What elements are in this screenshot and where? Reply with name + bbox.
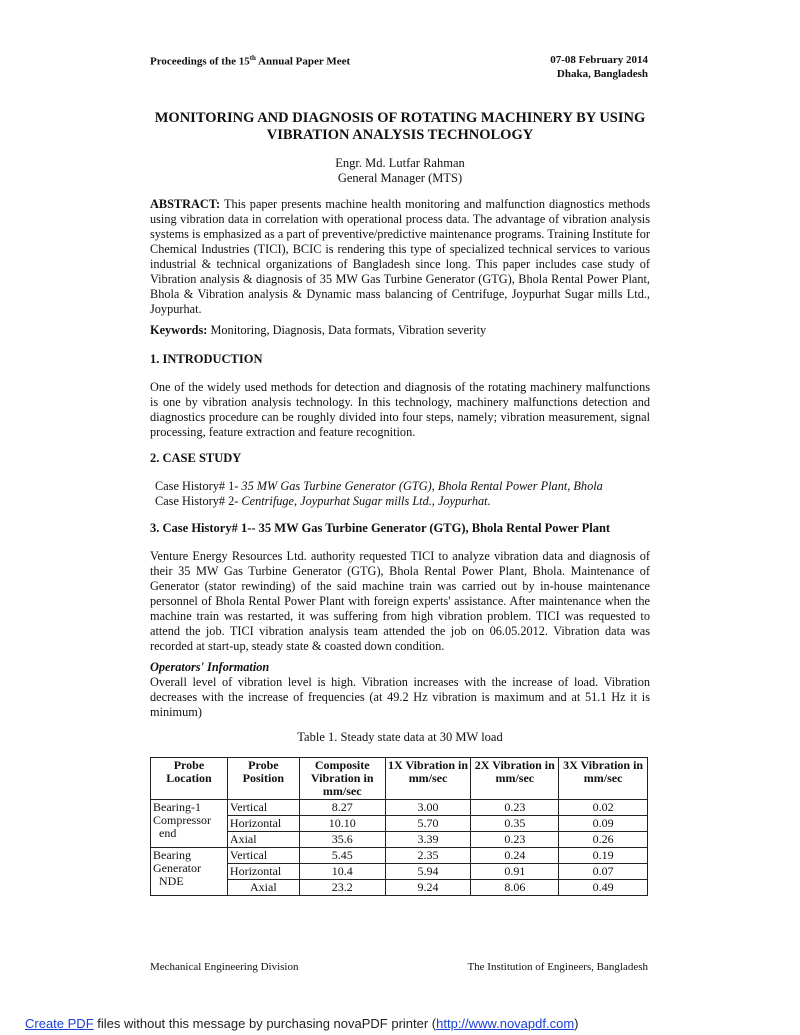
- table-row: [151, 848, 648, 864]
- section-1-heading: 1. INTRODUCTION: [150, 352, 263, 366]
- footer-left: Mechanical Engineering Division: [150, 961, 299, 973]
- table-cell: Vertical: [227, 800, 299, 816]
- header-3x: 3X Vibration in mm/sec: [559, 758, 648, 800]
- table-cell: 8.06: [471, 880, 559, 896]
- table-cell: 5.45: [299, 848, 385, 864]
- table-cell: Horizontal: [227, 816, 299, 832]
- case-history-1: [155, 479, 603, 494]
- table-cell: 0.49: [559, 880, 648, 896]
- table-cell: 3.00: [385, 800, 471, 816]
- section-1-text: One of the widely used methods for detection and diagnosis of the rotating machinery malfunctions is one by vibration analysis technology. In this technology, machinery malfunctions detection and diagnostics procedure can be roughly divided into four steps, namely; vibration measurement, signal processing, feature extraction and feature recognition.: [150, 380, 650, 439]
- novapdf-url-link[interactable]: http://www.novapdf.com: [436, 1016, 575, 1031]
- location-line: NDE: [159, 874, 184, 888]
- keywords: [150, 323, 650, 338]
- abstract-text: This paper presents machine health monitoring and malfunction diagnostics methods using vibration data in correlation with operational process data. The advantage of vibration analysis systems is emphasized as a part of preventive/predictive maintenance programs. Training Institute for Chemical Industries (TICI), BCIC is rendering this type of specialized technical services to various industrial & technical organizations of Bangladesh since long. This paper includes case study of Vibration analysis & diagnosis of 35 MW Gas Turbine Generator (GTG), Bhola Rental Power Plant, Bhola & Vibration analysis & Dynamic mass balancing of Centrifuge, Joypurhat Sugar mills Ltd., Joypurhat.: [150, 197, 650, 316]
- table-cell: 10.4: [299, 864, 385, 880]
- table-cell: 0.24: [471, 848, 559, 864]
- table-row: [151, 800, 648, 816]
- case-history-1-text: 35 MW Gas Turbine Generator (GTG), Bhola Rental Power Plant, Bhola: [241, 479, 603, 493]
- section-3-text: Venture Energy Resources Ltd. authority requested TICI to analyze vibration data and diagnosis of their 35 MW Gas Turbine Generator (GTG), Bhola Rental Power Plant, Bhola. Maintenance of Generator (stator rewinding) of the said machine train was carried out by in-house maintenance personnel of Bhola Rental Power Plant with foreign experts' assistance. After maintenance when the machine train was restarted, it was suffering from high vibration problem. TICI was requested to attend the job. TICI vibration analysis team attended the job on 06.05.2012. Vibration data was recorded at start-up, steady state & coasted down condition.: [150, 549, 650, 653]
- keywords-text: Monitoring, Diagnosis, Data formats, Vibration severity: [207, 323, 487, 337]
- author-role: General Manager (MTS): [337, 171, 463, 185]
- proceedings-text-end: Annual Paper Meet: [255, 55, 351, 68]
- location-bearing-1: [151, 800, 228, 848]
- operators-heading: Operators' Information: [150, 660, 270, 674]
- table-cell: Axial: [227, 832, 299, 848]
- table-cell: 0.02: [559, 800, 648, 816]
- section-2-heading: 2. CASE STUDY: [150, 451, 242, 465]
- title-line-2: VIBRATION ANALYSIS TECHNOLOGY: [266, 127, 534, 143]
- create-pdf-link[interactable]: Create PDF: [25, 1016, 94, 1031]
- table-cell: 35.6: [299, 832, 385, 848]
- novapdf-banner: [25, 1016, 579, 1031]
- location-line: end: [159, 826, 177, 840]
- location-line: Compressor: [153, 813, 211, 827]
- table-header-row: [151, 758, 648, 800]
- banner-text-end: ): [574, 1016, 579, 1031]
- proceedings-sup: th: [249, 54, 256, 62]
- operators-information: [150, 660, 650, 720]
- table-cell: Horizontal: [227, 864, 299, 880]
- table-cell: 2.35: [385, 848, 471, 864]
- table-cell: 5.70: [385, 816, 471, 832]
- title-line-1: MONITORING AND DIAGNOSIS OF ROTATING MACHINERY BY USING: [154, 110, 646, 126]
- location-line: Bearing-1: [153, 800, 201, 814]
- abstract-label: ABSTRACT:: [150, 197, 221, 211]
- table-cell: 0.91: [471, 864, 559, 880]
- header-composite: Composite Vibration in mm/sec: [299, 758, 385, 800]
- location-bearing-generator: [151, 848, 228, 896]
- steady-state-table: [150, 757, 648, 896]
- proceedings-text: Proceedings of the 15: [150, 55, 250, 68]
- location-line: Bearing: [153, 848, 191, 862]
- header-probe-position: Probe Position: [227, 758, 299, 800]
- case-history-2: [155, 494, 491, 509]
- header-probe-location: Probe Location: [151, 758, 228, 800]
- proceedings-header: [150, 54, 350, 68]
- table-cell: 0.23: [471, 832, 559, 848]
- header-1x: 1X Vibration in mm/sec: [385, 758, 471, 800]
- section-3-heading: 3. Case History# 1-- 35 MW Gas Turbine Generator (GTG), Bhola Rental Power Plant: [150, 521, 611, 535]
- table-cell: 0.19: [559, 848, 648, 864]
- case-history-1-label: Case History# 1-: [155, 479, 242, 493]
- table-cell: 9.24: [385, 880, 471, 896]
- table-cell: 0.09: [559, 816, 648, 832]
- table-cell: 0.07: [559, 864, 648, 880]
- table-cell: 23.2: [299, 880, 385, 896]
- table-cell: 8.27: [299, 800, 385, 816]
- author-name: Engr. Md. Lutfar Rahman: [335, 156, 465, 170]
- table-cell: Vertical: [227, 848, 299, 864]
- header-2x: 2X Vibration in mm/sec: [471, 758, 559, 800]
- table-caption: Table 1. Steady state data at 30 MW load: [297, 730, 503, 744]
- author-block: [150, 156, 650, 186]
- table-cell: 0.35: [471, 816, 559, 832]
- paper-title: [130, 110, 670, 144]
- table-cell: 0.26: [559, 832, 648, 848]
- footer-right: The Institution of Engineers, Bangladesh: [467, 961, 648, 973]
- case-history-2-text: Centrifuge, Joypurhat Sugar mills Ltd., Joypurhat.: [241, 494, 491, 508]
- operators-text: Overall level of vibration level is high. Vibration increases with the increase of load. Vibration decreases with the increase of frequencies (at 49.2 Hz vibration is maximum and at 51.1 Hz it is minimum): [150, 675, 650, 719]
- location-line: Generator: [153, 861, 201, 875]
- table-cell: 3.39: [385, 832, 471, 848]
- table-cell: 10.10: [299, 816, 385, 832]
- table-cell: 5.94: [385, 864, 471, 880]
- case-history-2-label: Case History# 2-: [155, 494, 242, 508]
- table-cell: 0.23: [471, 800, 559, 816]
- header-date: 07-08 February 2014: [550, 54, 648, 66]
- header-place: Dhaka, Bangladesh: [556, 68, 648, 80]
- keywords-label: Keywords:: [150, 323, 208, 337]
- banner-text: files without this message by purchasing novaPDF printer (: [93, 1016, 437, 1031]
- table-cell: Axial: [227, 880, 299, 896]
- abstract: [150, 197, 650, 317]
